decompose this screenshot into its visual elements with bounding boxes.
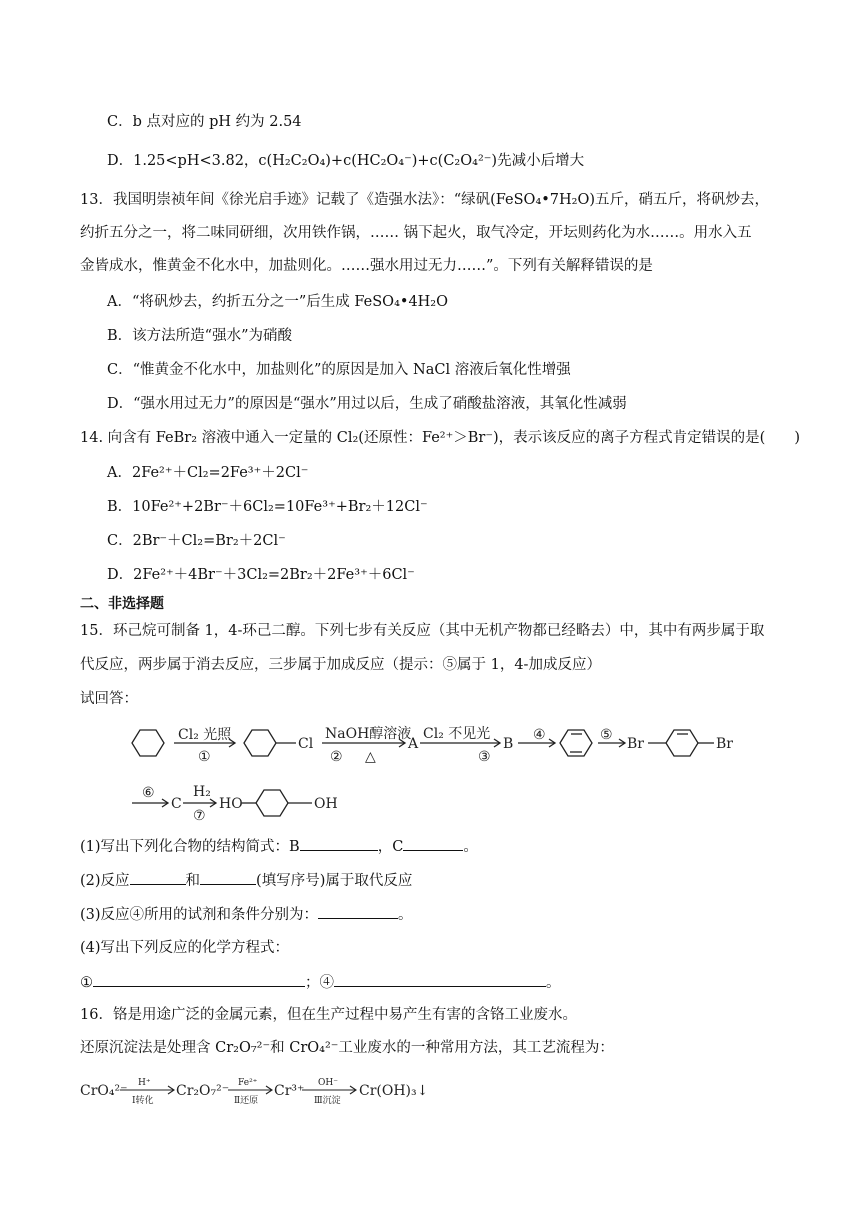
q15-part2-end: (填写序号)属于取代反应 — [256, 873, 413, 889]
q15-part2-and: 和 — [185, 873, 201, 889]
scheme-step-4: ④ — [533, 727, 546, 743]
scheme-ho: HO — [219, 796, 243, 812]
q15-part1-end: 。 — [463, 839, 478, 855]
scheme-reagent-2: NaOH醇溶液 — [325, 726, 412, 742]
q15-part5-a: ① — [80, 975, 93, 991]
answer-blank-b[interactable] — [300, 836, 378, 851]
q15-part3-text: (3)反应④所用的试剂和条件分别为： — [80, 907, 319, 923]
q15-part5-b: ；④ — [305, 975, 334, 991]
q13-stem-line1: 13．我国明崇祯年间《徐光启手迹》记载了《造强水法》：“绿矾(FeSO₄•7H₂O)五斤，硝五斤，将矾炒去， — [80, 192, 770, 208]
answer-blank-eq-4[interactable] — [334, 972, 546, 987]
q16-stem-line1: 16．铬是用途广泛的金属元素，但在生产过程中易产生有害的含铬工业废水。 — [80, 1007, 577, 1023]
q15-part4: (4)写出下列反应的化学方程式： — [80, 940, 290, 956]
section-heading: 二、非选择题 — [80, 596, 164, 612]
flow-step-3: Ⅲ沉淀 — [314, 1096, 341, 1106]
q13-stem-line3: 金皆成水，惟黄金不化水中，加盐则化。……强水用过无力……”。下列有关解释错误的是 — [80, 258, 653, 274]
answer-blank-eq-1[interactable] — [93, 972, 305, 987]
cyclohexanediol-ring — [256, 790, 288, 816]
scheme-reagent-1: Cl₂ 光照 — [178, 727, 232, 743]
q15-stem-line3: 试回答： — [80, 691, 138, 707]
scheme-br-left: Br — [627, 736, 644, 752]
scheme-step-2: ② — [330, 749, 343, 765]
q12-option-d-tail: 先减小后增大 — [497, 153, 585, 169]
q15-part1-text: (1)写出下列化合物的结构简式：B — [80, 839, 300, 855]
q15-part2 — [80, 870, 412, 891]
q14-option-b: B．10Fe²⁺+2Br⁻＋6Cl₂=10Fe³⁺+Br₂＋12Cl⁻ — [107, 499, 428, 515]
answer-blank-reagent[interactable] — [318, 904, 398, 919]
scheme-step-3: ③ — [478, 749, 491, 765]
chromium-process-flow — [0, 1070, 860, 1110]
scheme-oh: OH — [314, 796, 338, 812]
answer-blank-reaction-2[interactable] — [200, 870, 256, 885]
q15-part1 — [80, 836, 478, 857]
flow-reagent-3: OH⁻ — [318, 1078, 338, 1088]
flow-reagent-2: Fe²⁺ — [238, 1078, 258, 1088]
scheme-step-1: ① — [198, 749, 211, 765]
q15-part3-end: 。 — [398, 907, 413, 923]
q14-option-c: C．2Br⁻＋Cl₂=Br₂＋2Cl⁻ — [107, 533, 286, 549]
q14-option-d: D．2Fe²⁺＋4Br⁻＋3Cl₂=2Br₂＋2Fe³⁺＋6Cl⁻ — [107, 567, 415, 583]
scheme-cl: Cl — [298, 736, 314, 752]
q15-stem-line1: 15．环己烷可制备 1，4-环己二醇。下列七步有关反应（其中无机产物都已经略去）中，其中有两步属于取 — [80, 623, 765, 639]
q15-part3 — [80, 904, 413, 925]
q15-part5 — [80, 972, 561, 993]
scheme-br-right: Br — [716, 736, 733, 752]
scheme-reagent-7: H₂ — [193, 784, 211, 800]
cyclohexane-ring — [132, 730, 164, 756]
reaction-scheme — [0, 715, 860, 825]
q15-stem-line2: 代反应，两步属于消去反应，三步属于加成反应（提示：⑤属于 1，4-加成反应） — [80, 657, 601, 673]
scheme-C: C — [171, 796, 182, 812]
scheme-reagent-3: Cl₂ 不见光 — [423, 726, 491, 742]
scheme-heat: △ — [365, 749, 376, 765]
answer-blank-reaction-1[interactable] — [130, 870, 186, 885]
flow-step-2: Ⅱ还原 — [234, 1096, 259, 1106]
flow-species-4: Cr(OH)₃↓ — [359, 1083, 429, 1099]
q13-option-d: D．“强水用过无力”的原因是“强水”用过以后，生成了硝酸盐溶液，其氧化性减弱 — [107, 396, 627, 412]
scheme-step-7: ⑦ — [193, 808, 206, 824]
chlorocyclohexane-ring — [244, 730, 276, 756]
q14-stem: 14. 向含有 FeBr₂ 溶液中通入一定量的 Cl₂(还原性：Fe²⁺＞Br⁻)，表示该反应的离子方程式肯定错误的是( ) — [80, 430, 800, 446]
q13-option-b: B．该方法所造“强水”为硝酸 — [107, 328, 292, 344]
q12-option-d — [107, 151, 584, 171]
flow-species-1: CrO₄²⁻ — [80, 1083, 128, 1099]
flow-species-2: Cr₂O₇²⁻ — [176, 1083, 230, 1099]
q12-option-c: C．b 点对应的 pH 约为 2.54 — [107, 114, 302, 130]
flow-reagent-1: H⁺ — [138, 1078, 151, 1088]
q12-option-d-text: D．1.25<pH<3.82，c(H₂C₂O₄)+c(HC₂O₄⁻)+c(C₂O₄²⁻) — [107, 153, 498, 169]
flow-step-1: Ⅰ转化 — [132, 1096, 154, 1106]
scheme-B: B — [503, 736, 514, 752]
q13-stem-line2: 约折五分之一，将二味同研细，次用铁作锅，…… 锅下起火，取气冷定，开坛则药化为水……。用水入五 — [80, 225, 752, 241]
q16-stem-line2: 还原沉淀法是处理含 Cr₂O₇²⁻和 CrO₄²⁻工业废水的一种常用方法，其工艺流程为： — [80, 1040, 614, 1056]
scheme-step-5: ⑤ — [600, 727, 613, 743]
scheme-step-6: ⑥ — [142, 785, 155, 801]
q13-option-a: A．“将矾炒去，约折五分之一”后生成 FeSO₄•4H₂O — [107, 294, 449, 310]
q14-option-a: A．2Fe²⁺＋Cl₂=2Fe³⁺＋2Cl⁻ — [107, 465, 309, 481]
q15-part2-text: (2)反应 — [80, 873, 130, 889]
q13-option-c: C．“惟黄金不化水中，加盐则化”的原因是加入 NaCl 溶液后氧化性增强 — [107, 362, 571, 378]
flow-species-3: Cr³⁺ — [274, 1083, 305, 1099]
q15-part5-end: 。 — [546, 975, 561, 991]
answer-blank-c[interactable] — [403, 836, 463, 851]
scheme-A: A — [408, 736, 419, 752]
q15-part1-c: ，C — [377, 839, 404, 855]
